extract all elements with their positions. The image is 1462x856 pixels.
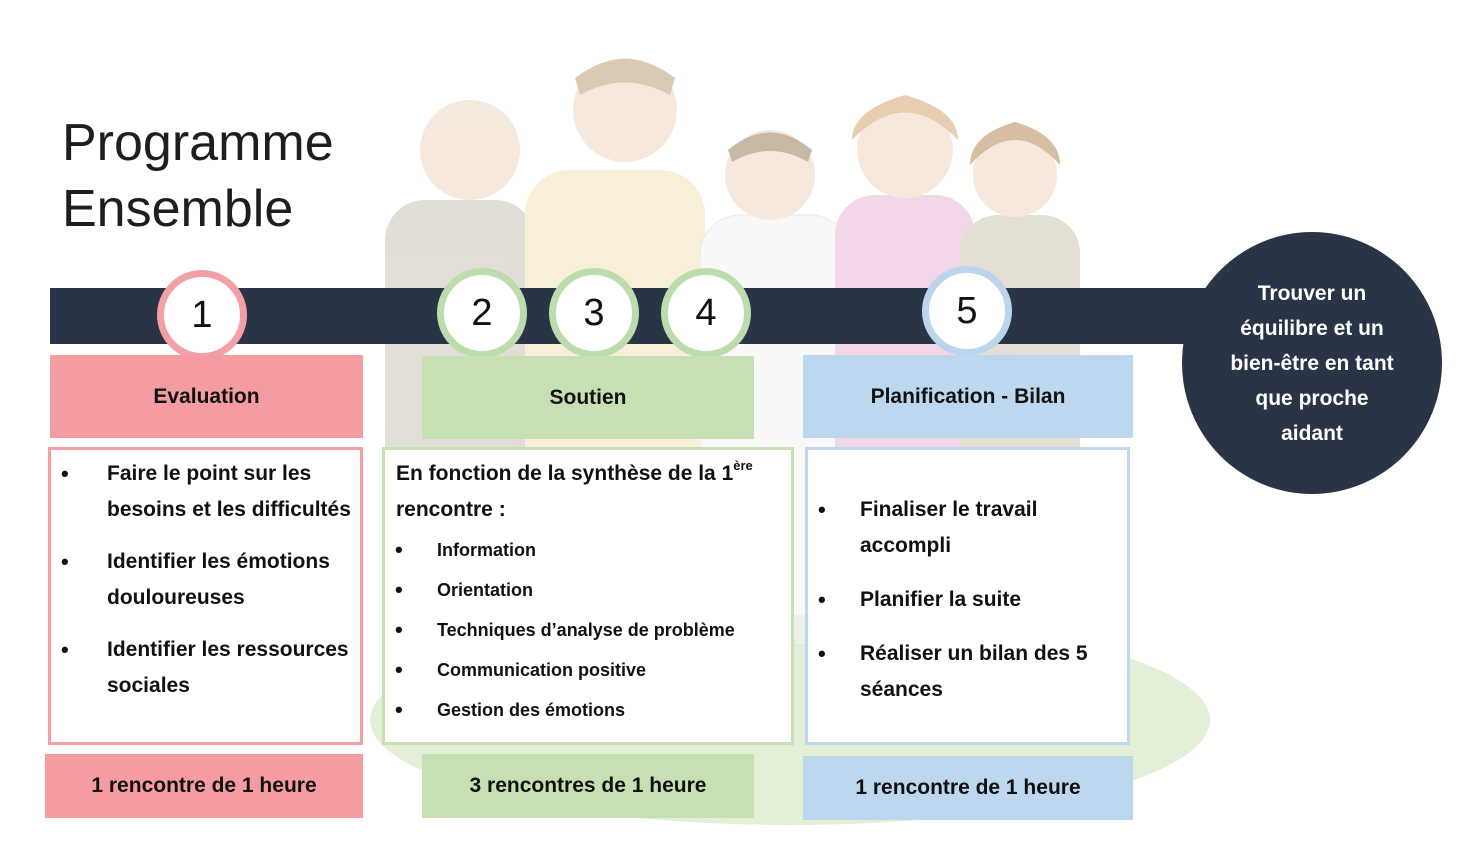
step-1-circle: 1 [157, 270, 247, 360]
step-2-circle: 2 [437, 268, 527, 358]
soutien-item: • Orientation [385, 578, 781, 602]
soutien-item: • Techniques d’analyse de problème [385, 618, 781, 642]
goal-circle [1182, 232, 1442, 494]
planification-item: • Réaliser un bilan des 5 séances [808, 636, 1127, 708]
evaluation-footer: 1 rencontre de 1 heure [45, 754, 363, 818]
planification-header: Planification - Bilan [803, 355, 1133, 438]
evaluation-item: • Identifier les émotions douloureuses [51, 544, 360, 616]
planification-item: • Planifier la suite [808, 582, 1127, 618]
planification-list [808, 492, 1127, 708]
soutien-intro-text: En fonction de la synthèse de la 1 [396, 462, 734, 485]
soutien-box [382, 447, 794, 745]
goal-text: Trouver un équilibre et un bien-être en tant que proche aidant [1230, 281, 1394, 445]
planification-box [805, 447, 1130, 745]
evaluation-header: Evaluation [50, 355, 363, 438]
soutien-header: Soutien [422, 356, 754, 439]
soutien-footer: 3 rencontres de 1 heure [422, 754, 754, 818]
evaluation-box [48, 447, 363, 745]
soutien-list [385, 538, 781, 722]
step-3-circle: 3 [549, 268, 639, 358]
planification-footer: 1 rencontre de 1 heure [803, 756, 1133, 820]
evaluation-item: • Identifier les ressources sociales [51, 632, 360, 704]
soutien-item: • Communication positive [385, 658, 781, 682]
soutien-intro [396, 456, 781, 528]
page-title [62, 110, 334, 242]
evaluation-list [51, 456, 360, 704]
title-line-1: Programme [62, 114, 334, 172]
step-4-circle: 4 [661, 268, 751, 358]
soutien-item: • Gestion des émotions [385, 698, 781, 722]
evaluation-item: • Faire le point sur les besoins et les difficultés [51, 456, 360, 528]
soutien-intro-sup: ère [733, 458, 753, 473]
soutien-item: • Information [385, 538, 781, 562]
step-5-circle: 5 [922, 266, 1012, 356]
soutien-intro-rest: rencontre : [396, 498, 506, 521]
planification-item: • Finaliser le travail accompli [808, 492, 1127, 564]
title-line-2: Ensemble [62, 180, 294, 238]
